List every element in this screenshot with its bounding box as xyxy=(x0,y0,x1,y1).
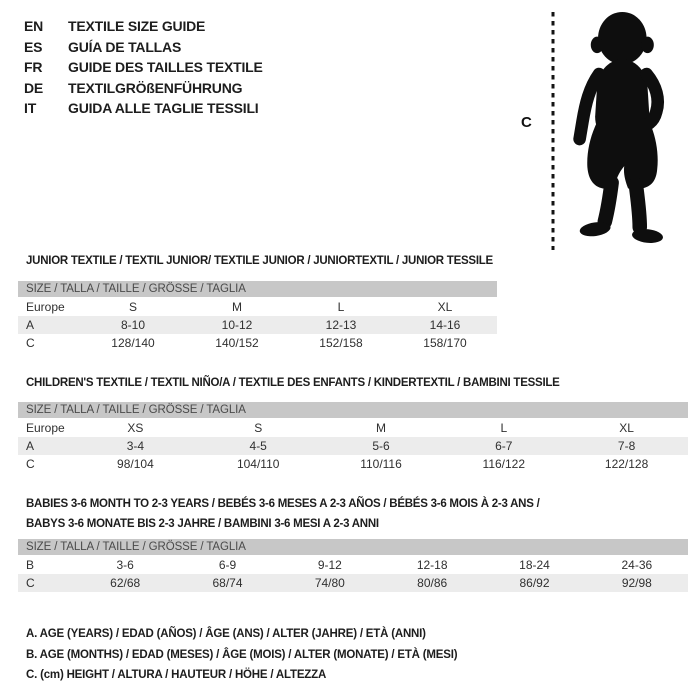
age-cell: 5-6 xyxy=(372,439,390,453)
age-cell: 10-12 xyxy=(221,318,253,332)
legend-line-height: C. (cm) HEIGHT / ALTURA / HAUTEUR / HÖHE / ALTEZZA xyxy=(26,669,327,681)
children-section-title: CHILDREN'S TEXTILE / TEXTIL NIÑO/A / TEXTILE DES ENFANTS / KINDERTEXTIL / BAMBINI TESSILE xyxy=(26,377,560,389)
size-header-band: SIZE / TALLA / TAILLE / GRÖSSE / TAGLIA xyxy=(18,539,688,555)
age-cell: 9-12 xyxy=(317,558,342,572)
language-title: GUIDA ALLE TAGLIE TESSILI xyxy=(68,100,259,116)
age-cell: 7-8 xyxy=(617,439,636,453)
row-label: A xyxy=(26,318,35,332)
junior-size-table xyxy=(18,281,497,352)
row-label: A xyxy=(26,439,35,453)
size-cell: S xyxy=(128,300,137,314)
height-cell: 140/152 xyxy=(215,336,259,350)
height-cell: 128/140 xyxy=(111,336,155,350)
height-cell: 92/98 xyxy=(621,576,652,590)
language-code: IT xyxy=(24,100,37,116)
babies-title-line-2: BABYS 3-6 MONATE BIS 2-3 JAHRE / BAMBINI 3-6 MESI A 2-3 ANNI xyxy=(26,518,379,530)
row-label: C xyxy=(26,457,35,471)
age-cell: 12-13 xyxy=(325,318,357,332)
size-cell: L xyxy=(500,421,508,435)
height-cell: 116/122 xyxy=(482,457,526,471)
legend-line-age-years: A. AGE (YEARS) / EDAD (AÑOS) / ÂGE (ANS) / ALTER (JAHRE) / ETÀ (ANNI) xyxy=(26,628,426,640)
language-code: DE xyxy=(24,79,44,96)
size-header-band: SIZE / TALLA / TAILLE / GRÖSSE / TAGLIA xyxy=(18,281,497,297)
size-cell: XL xyxy=(437,300,453,314)
legend-line-age-months: B. AGE (MONTHS) / EDAD (MESES) / ÂGE (MOIS) / ALTER (MONATE) / ETÀ (MESI) xyxy=(26,648,458,661)
age-cell: 24-36 xyxy=(621,558,653,572)
row-label: C xyxy=(26,336,35,350)
height-cell: 80/86 xyxy=(417,576,448,590)
junior-section-title: JUNIOR TEXTILE / TEXTIL JUNIOR/ TEXTILE JUNIOR / JUNIORTEXTIL / JUNIOR TESSILE xyxy=(26,255,493,267)
age-cell: 8-10 xyxy=(120,318,146,332)
table-row-height xyxy=(18,334,497,352)
language-title: TEXTILE SIZE GUIDE xyxy=(68,18,206,34)
age-cell: 4-5 xyxy=(249,439,267,453)
row-label: Europe xyxy=(26,421,65,435)
row-label: C xyxy=(26,576,35,590)
height-measure-label: C xyxy=(521,114,532,131)
row-label: Europe xyxy=(26,300,65,314)
age-cell: 6-9 xyxy=(218,558,237,572)
height-cell: 158/170 xyxy=(423,336,467,350)
measure-legend xyxy=(26,624,457,686)
age-cell: 3-4 xyxy=(126,439,145,453)
size-cell: XS xyxy=(127,421,144,435)
table-row-age-months xyxy=(18,556,688,574)
size-cell: M xyxy=(232,300,242,314)
language-code: ES xyxy=(24,38,43,55)
height-cell: 74/80 xyxy=(314,576,345,590)
table-row-height xyxy=(18,455,688,473)
height-cell: 86/92 xyxy=(519,576,550,590)
age-cell: 12-18 xyxy=(416,558,448,572)
height-cell: 62/68 xyxy=(110,576,141,590)
table-row-europe xyxy=(18,298,497,316)
size-cell: M xyxy=(375,421,386,435)
baby-silhouette xyxy=(579,12,664,244)
toddler-silhouette-illustration xyxy=(505,4,697,254)
toddler-figure-annotation xyxy=(505,4,697,254)
height-cell: 152/158 xyxy=(319,336,363,350)
table-row-age xyxy=(18,316,497,334)
row-label: B xyxy=(26,558,35,572)
language-title-list xyxy=(24,16,263,119)
height-cell: 68/74 xyxy=(212,576,243,590)
height-cell: 98/104 xyxy=(117,457,154,471)
height-cell: 122/128 xyxy=(604,457,649,471)
language-title: GUIDE DES TAILLES TEXTILE xyxy=(68,59,263,75)
size-cell: L xyxy=(337,300,345,314)
language-title: GUÍA DE TALLAS xyxy=(68,38,182,55)
size-cell: XL xyxy=(619,421,634,435)
language-code: EN xyxy=(24,18,44,34)
language-title: TEXTILGRÖßENFÜHRUNG xyxy=(68,79,243,96)
age-cell: 6-7 xyxy=(495,439,513,453)
size-header-band: SIZE / TALLA / TAILLE / GRÖSSE / TAGLIA xyxy=(18,402,688,418)
table-row-europe xyxy=(18,419,688,437)
language-code: FR xyxy=(24,59,43,75)
height-cell: 110/116 xyxy=(360,457,402,471)
babies-section-title xyxy=(26,494,540,534)
size-cell: S xyxy=(254,421,263,435)
table-row-height xyxy=(18,574,688,592)
age-cell: 14-16 xyxy=(429,318,461,332)
height-cell: 104/110 xyxy=(236,457,280,471)
age-cell: 3-6 xyxy=(116,558,134,572)
children-size-table xyxy=(18,402,688,473)
babies-size-table xyxy=(18,539,688,592)
age-cell: 18-24 xyxy=(519,558,550,572)
table-row-age xyxy=(18,437,688,455)
babies-title-line-1: BABIES 3-6 MONTH TO 2-3 YEARS / BEBÉS 3-6 MESES A 2-3 AÑOS / BÉBÉS 3-6 MOIS À 2-3 ANS / xyxy=(26,498,540,510)
